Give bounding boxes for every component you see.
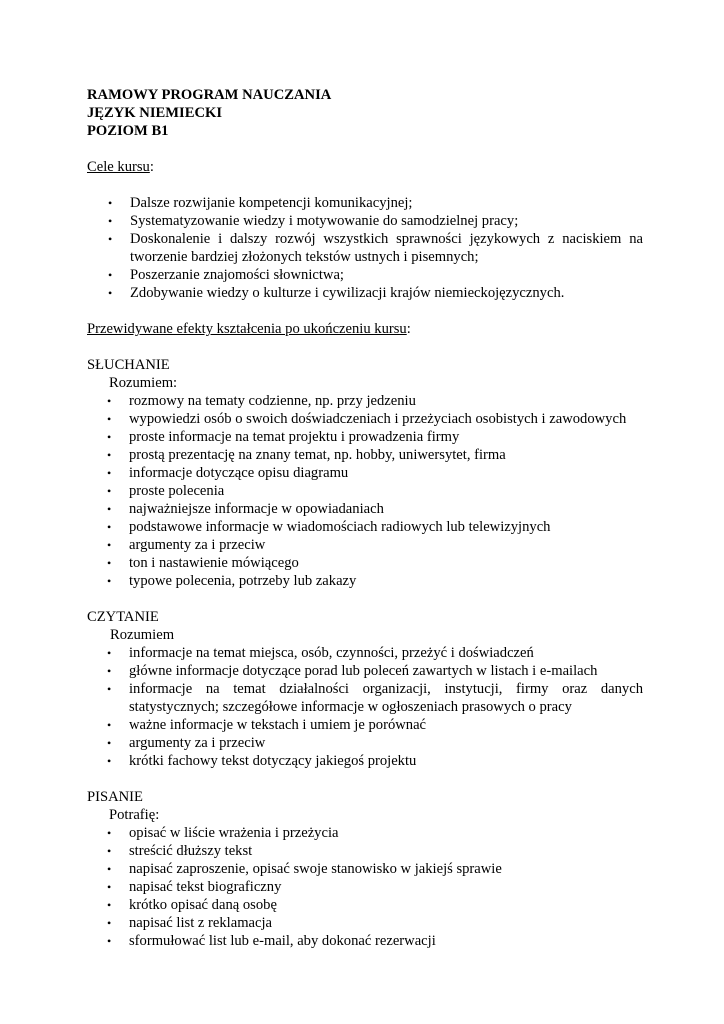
listening-item-text: argumenty za i przeciw <box>129 537 266 553</box>
bullet-icon: • <box>107 826 112 840</box>
outcomes-heading-row <box>87 320 643 338</box>
bullet-icon: • <box>107 916 112 930</box>
listening-item-text: prostą prezentację na znany temat, np. hobby, uniwersytet, firma <box>129 447 506 463</box>
listening-item <box>87 518 643 536</box>
listening-item <box>87 554 643 572</box>
reading-item <box>87 644 643 662</box>
bullet-icon: • <box>107 844 112 858</box>
document-page <box>87 86 643 950</box>
listening-item <box>87 446 643 464</box>
bullet-icon: • <box>107 394 112 408</box>
bullet-icon: • <box>107 862 112 876</box>
goal-item-text: Dalsze rozwijanie kompetencji komunikacyjnej; <box>130 195 413 211</box>
listening-item <box>87 464 643 482</box>
outcomes-heading-colon: : <box>406 321 411 337</box>
bullet-icon: • <box>107 682 112 696</box>
bullet-icon: • <box>108 268 113 282</box>
document-title <box>87 86 643 140</box>
listening-item <box>87 500 643 518</box>
listening-item-text: proste polecenia <box>129 483 225 499</box>
reading-item-text: główne informacje dotyczące porad lub poleceń zawartych w listach i e-mailach <box>129 663 598 679</box>
goal-item <box>87 284 643 302</box>
writing-item <box>87 842 643 860</box>
reading-item <box>87 752 643 770</box>
bullet-icon: • <box>107 556 112 570</box>
reading-subheading: Rozumiem <box>110 627 175 643</box>
goals-heading: Cele kursu <box>87 159 150 175</box>
bullet-icon: • <box>107 430 112 444</box>
listening-item-text: ton i nastawienie mówiącego <box>129 555 299 571</box>
writing-subheading: Potrafię: <box>109 807 160 823</box>
bullet-icon: • <box>107 754 112 768</box>
reading-list <box>87 644 643 770</box>
listening-item <box>87 572 643 590</box>
bullet-icon: • <box>107 520 112 534</box>
writing-item <box>87 860 643 878</box>
bullet-icon: • <box>107 574 112 588</box>
listening-item <box>87 410 643 428</box>
bullet-icon: • <box>108 232 113 246</box>
writing-item <box>87 878 643 896</box>
reading-item-text: informacje na temat miejsca, osób, czynności, przeżyć i doświadczeń <box>129 645 534 661</box>
writing-item <box>87 824 643 842</box>
writing-item-text: napisać tekst biograficzny <box>129 879 282 895</box>
reading-item <box>87 734 643 752</box>
writing-item-text: streścić dłuższy tekst <box>129 843 253 859</box>
bullet-icon: • <box>108 196 113 210</box>
listening-section <box>87 356 643 590</box>
bullet-icon: • <box>107 880 112 894</box>
writing-item-text: opisać w liście wrażenia i przeżycia <box>129 825 339 841</box>
listening-item-text: najważniejsze informacje w opowiadaniach <box>129 501 384 517</box>
writing-section <box>87 788 643 950</box>
reading-item-text: ważne informacje w tekstach i umiem je porównać <box>129 717 427 733</box>
listening-item <box>87 428 643 446</box>
reading-item <box>87 716 643 734</box>
reading-heading: CZYTANIE <box>87 609 159 625</box>
listening-list <box>87 392 643 590</box>
title-line-3: POZIOM B1 <box>87 123 169 139</box>
goal-item <box>87 212 643 230</box>
bullet-icon: • <box>107 898 112 912</box>
listening-item-text: informacje dotyczące opisu diagramu <box>129 465 349 481</box>
title-line-2: JĘZYK NIEMIECKI <box>87 105 223 121</box>
goal-item <box>87 230 643 266</box>
listening-heading: SŁUCHANIE <box>87 357 170 373</box>
bullet-icon: • <box>107 664 112 678</box>
goal-item <box>87 194 643 212</box>
listening-item-text: wypowiedzi osób o swoich doświadczeniach i przeżyciach osobistych i zawodowych <box>129 411 627 427</box>
listening-item-text: rozmowy na tematy codzienne, np. przy jedzeniu <box>129 393 416 409</box>
bullet-icon: • <box>107 502 112 516</box>
bullet-icon: • <box>107 538 112 552</box>
bullet-icon: • <box>108 214 113 228</box>
goals-heading-colon: : <box>149 159 154 175</box>
bullet-icon: • <box>107 448 112 462</box>
writing-item-text: krótko opisać daną osobę <box>129 897 277 913</box>
title-line-1: RAMOWY PROGRAM NAUCZANIA <box>87 87 332 103</box>
bullet-icon: • <box>107 646 112 660</box>
bullet-icon: • <box>107 718 112 732</box>
reading-item-text: argumenty za i przeciw <box>129 735 266 751</box>
bullet-icon: • <box>107 412 112 426</box>
writing-item-text: napisać zaproszenie, opisać swoje stanowisko w jakiejś sprawie <box>129 861 502 877</box>
bullet-icon: • <box>107 484 112 498</box>
goal-item-text: Zdobywanie wiedzy o kulturze i cywilizacji krajów niemieckojęzycznych. <box>130 285 565 301</box>
outcomes-heading: Przewidywane efekty kształcenia po ukończeniu kursu <box>87 321 407 337</box>
goal-item-text: Doskonalenie i dalszy rozwój wszystkich sprawności językowych z naciskiem na tworzenie bardziej złożonych tekstów ustnych i pisemnych; <box>130 231 643 265</box>
writing-item <box>87 932 643 950</box>
reading-item-text: krótki fachowy tekst dotyczący jakiegoś projektu <box>129 753 417 769</box>
listening-item <box>87 482 643 500</box>
bullet-icon: • <box>107 466 112 480</box>
bullet-icon: • <box>107 934 112 948</box>
reading-item <box>87 662 643 680</box>
listening-subheading: Rozumiem: <box>109 375 178 391</box>
reading-item <box>87 680 643 716</box>
writing-item <box>87 896 643 914</box>
bullet-icon: • <box>108 286 113 300</box>
reading-section <box>87 608 643 770</box>
writing-item-text: sformułować list lub e-mail, aby dokonać rezerwacji <box>129 933 436 949</box>
goal-item <box>87 266 643 284</box>
reading-item-text: informacje na temat działalności organizacji, instytucji, firmy oraz danych statystycznych; szczegółowe informacje w ogłoszeniach prasowych o pracy <box>129 681 643 715</box>
bullet-icon: • <box>107 736 112 750</box>
goals-heading-row <box>87 158 643 176</box>
writing-heading: PISANIE <box>87 789 143 805</box>
writing-list <box>87 824 643 950</box>
writing-item-text: napisać list z reklamacja <box>129 915 273 931</box>
goals-list <box>87 194 643 302</box>
goal-item-text: Systematyzowanie wiedzy i motywowanie do samodzielnej pracy; <box>130 213 519 229</box>
listening-item-text: typowe polecenia, potrzeby lub zakazy <box>129 573 357 589</box>
listening-item <box>87 392 643 410</box>
listening-item-text: podstawowe informacje w wiadomościach radiowych lub telewizyjnych <box>129 519 551 535</box>
listening-item-text: proste informacje na temat projektu i prowadzenia firmy <box>129 429 460 445</box>
writing-item <box>87 914 643 932</box>
goal-item-text: Poszerzanie znajomości słownictwa; <box>130 267 344 283</box>
listening-item <box>87 536 643 554</box>
